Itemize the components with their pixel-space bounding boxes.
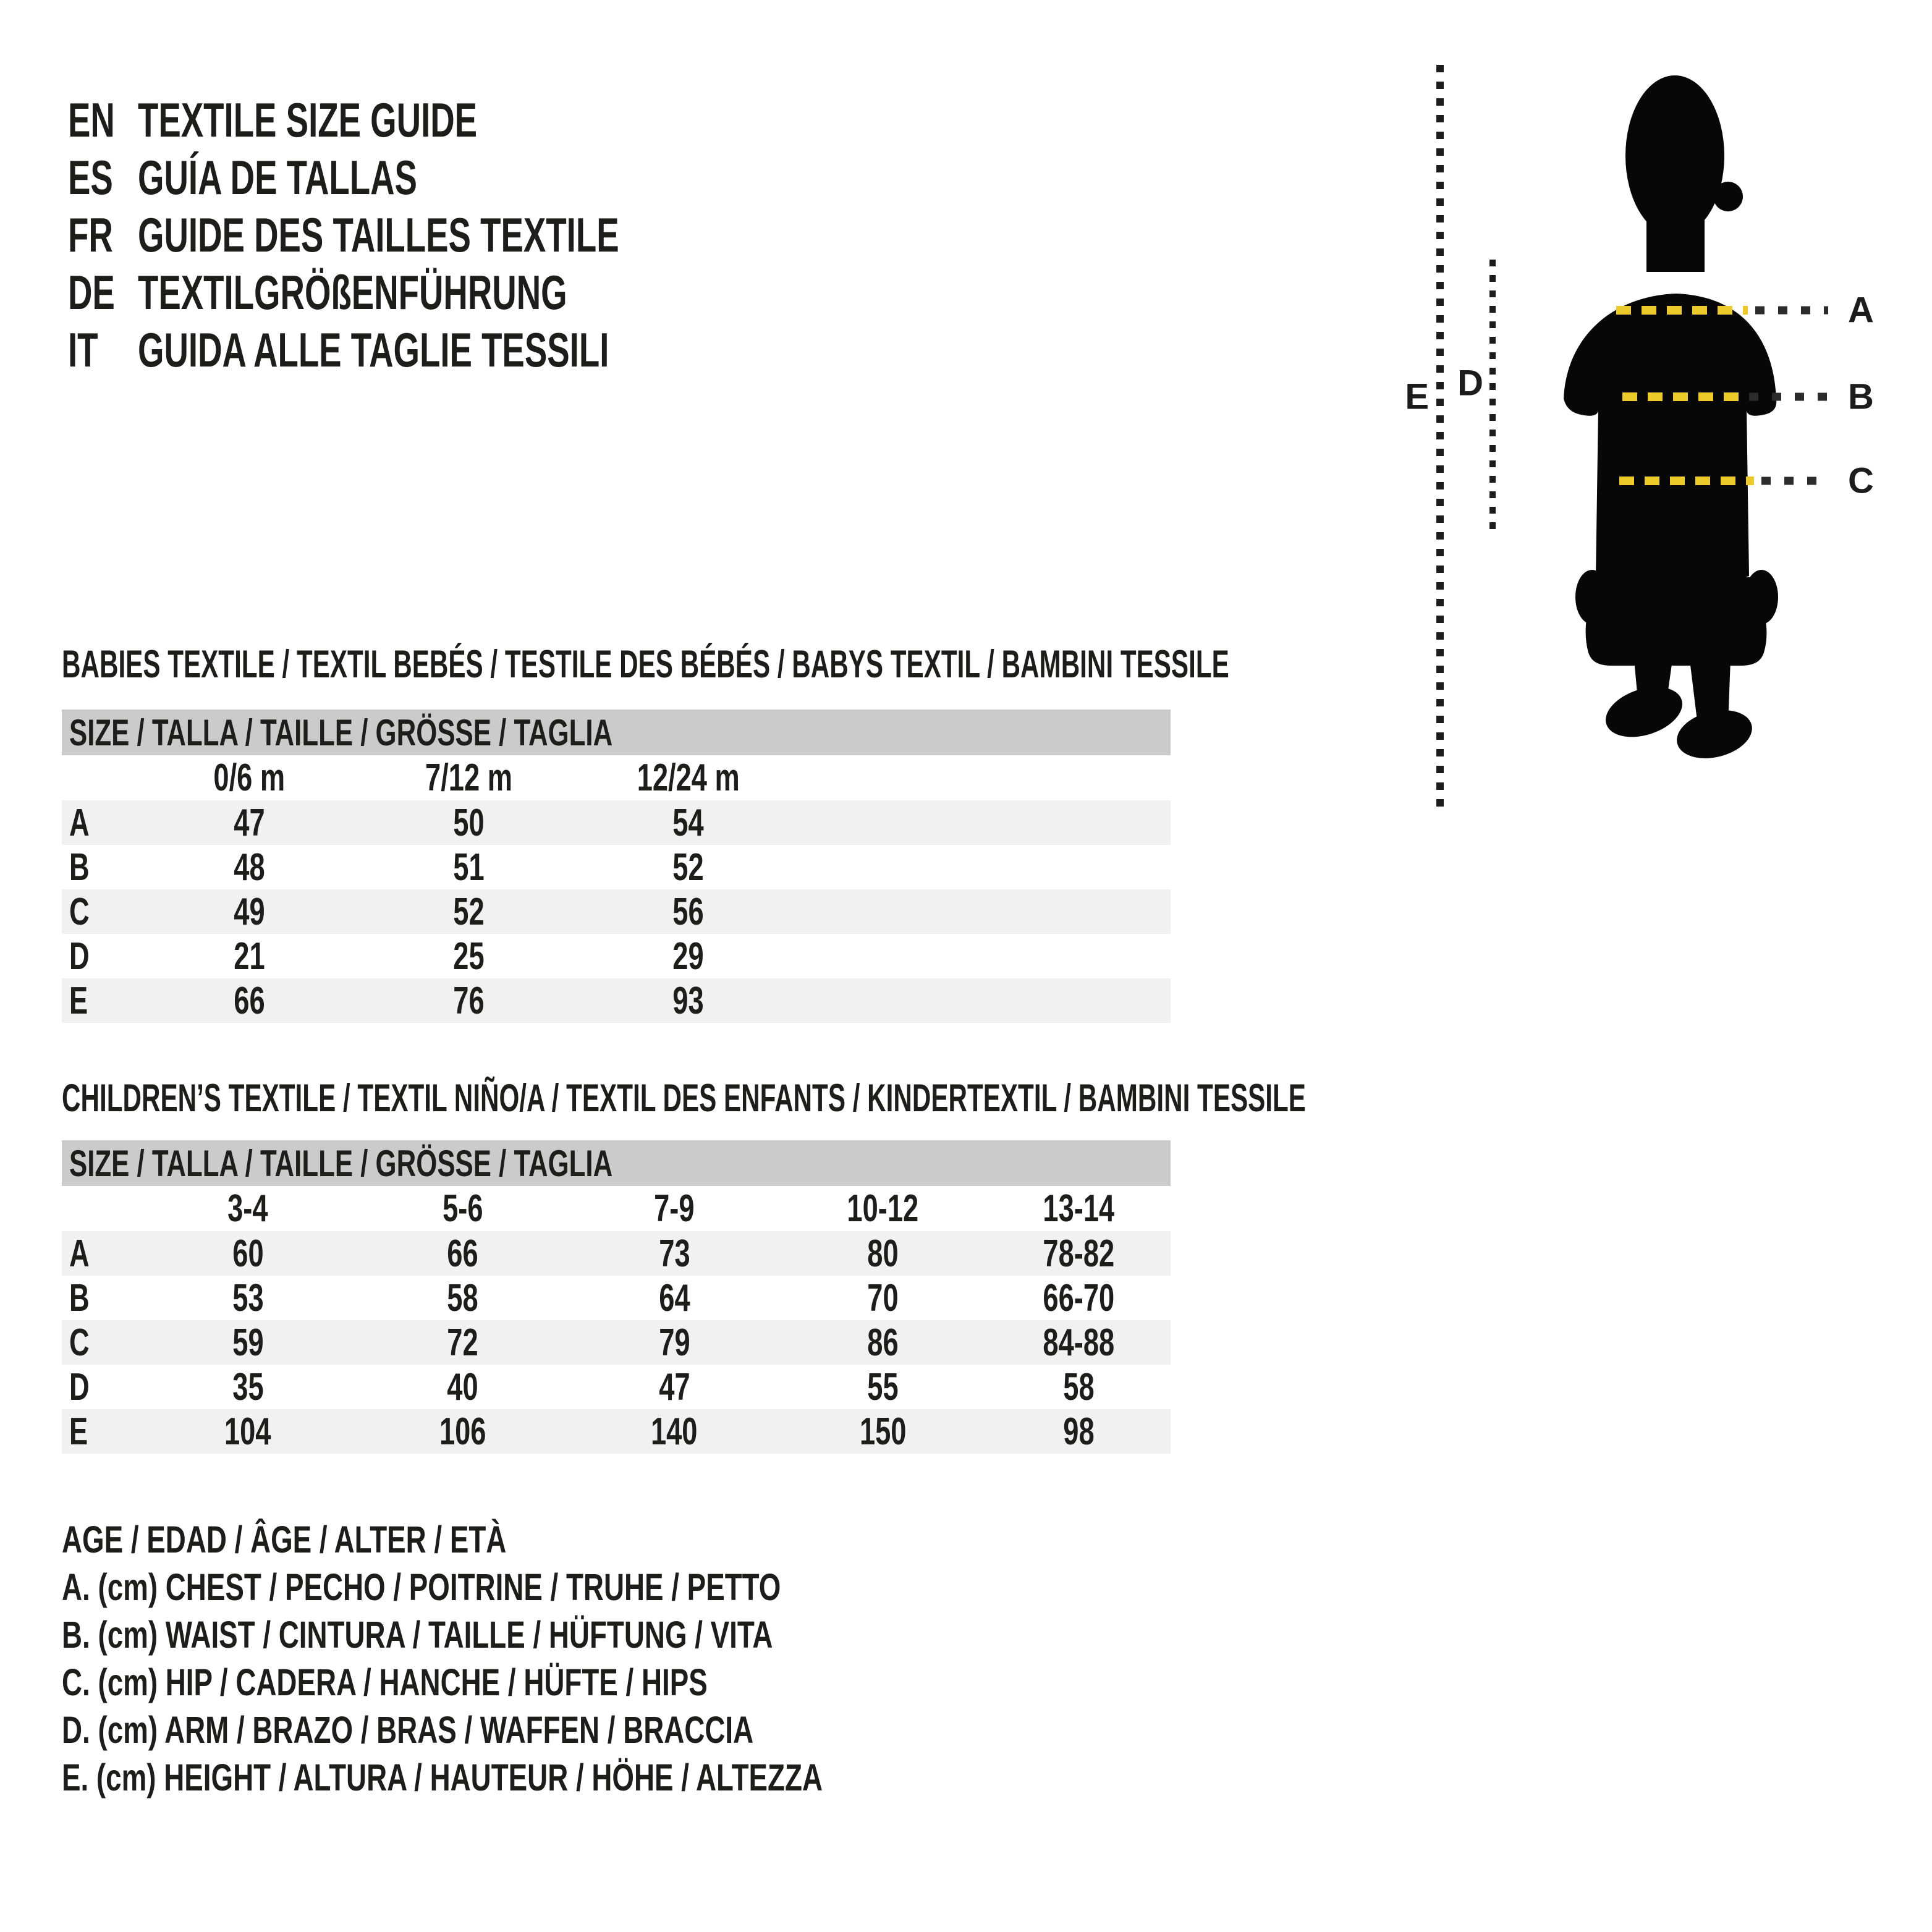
legend-line-arm: D. (cm) ARM / BRAZO / BRAS / WAFFEN / BRACCIA [62, 1708, 754, 1751]
cell-value: 49 [234, 890, 265, 933]
legend-line-height: E. (cm) HEIGHT / ALTURA / HAUTEUR / HÖHE / ALTEZZA [62, 1756, 823, 1799]
table-row [62, 934, 1171, 978]
row-label: D [69, 1365, 90, 1409]
ear-icon [1713, 182, 1743, 211]
cell-value: 25 [453, 934, 485, 978]
measure-label-a: A [1848, 290, 1874, 331]
row-label: C [69, 890, 90, 933]
cell-value: 72 [447, 1321, 478, 1364]
cell-value: 55 [867, 1365, 899, 1409]
cell-value: 58 [1062, 1365, 1095, 1409]
table-row [62, 845, 1171, 889]
shirt-shape [1564, 294, 1776, 588]
babies-column-header: 7/12 m [425, 756, 512, 799]
table-row [62, 1320, 1171, 1365]
legend-line-hip: C. (cm) HIP / CADERA / HANCHE / HÜFTE / HIPS [62, 1661, 708, 1703]
language-row-es [68, 149, 825, 206]
row-label: B [69, 845, 90, 889]
language-title: GUÍA DE TALLAS [138, 150, 417, 205]
cell-value: 84-88 [1043, 1321, 1114, 1364]
babies-column-header: 12/24 m [637, 756, 740, 799]
cell-value: 150 [859, 1410, 907, 1453]
table-row [62, 1276, 1171, 1320]
language-title: TEXTILE SIZE GUIDE [138, 93, 478, 147]
cell-value: 98 [1062, 1410, 1095, 1453]
cell-value: 56 [672, 890, 704, 933]
row-label: E [69, 979, 88, 1022]
language-code: FR [68, 208, 113, 262]
measurement-legend [62, 1515, 1076, 1801]
language-code: IT [68, 323, 98, 377]
children-column-header: 5-6 [442, 1187, 483, 1230]
cell-value: 47 [234, 801, 265, 844]
cell-value: 73 [658, 1232, 690, 1275]
cell-value: 58 [447, 1276, 478, 1320]
language-code: EN [68, 93, 115, 147]
children-size-table [62, 1140, 1171, 1454]
cell-value: 64 [658, 1276, 690, 1320]
cell-value: 52 [453, 890, 485, 933]
cell-value: 78-82 [1043, 1232, 1114, 1275]
children-column-header: 10-12 [847, 1187, 919, 1230]
cell-value: 79 [658, 1321, 690, 1364]
cell-value: 50 [453, 801, 485, 844]
cell-value: 70 [867, 1276, 899, 1320]
row-label: C [69, 1321, 90, 1364]
right-shoe-shape [1672, 703, 1757, 766]
cell-value: 35 [232, 1365, 264, 1409]
language-title: GUIDA ALLE TAGLIE TESSILI [138, 323, 609, 377]
row-label: A [69, 1232, 90, 1275]
right-hand-shape [1745, 570, 1778, 624]
language-row-en [68, 91, 825, 149]
cell-value: 104 [224, 1410, 271, 1453]
table-row [62, 1409, 1171, 1454]
measure-label-e: E [1405, 376, 1429, 417]
measure-label-d: D [1457, 363, 1483, 404]
cell-value: 21 [234, 934, 265, 978]
table-row [62, 1231, 1171, 1276]
children-column-header: 13-14 [1043, 1187, 1114, 1230]
cell-value: 80 [867, 1232, 899, 1275]
cell-value: 47 [658, 1365, 690, 1409]
babies-section-title: BABIES TEXTILE / TEXTIL BEBÉS / TESTILE DES BÉBÉS / BABYS TEXTIL / BAMBINI TESSILE [62, 643, 1229, 686]
row-label: B [69, 1276, 90, 1320]
children-size-header-bar: SIZE / TALLA / TAILLE / GRÖSSE / TAGLIA [62, 1140, 1171, 1186]
table-row [62, 1365, 1171, 1409]
table-row [62, 978, 1171, 1023]
cell-value: 93 [672, 979, 704, 1022]
cell-value: 66 [447, 1232, 478, 1275]
measure-label-c: C [1848, 460, 1874, 501]
cell-value: 53 [232, 1276, 264, 1320]
language-row-it [68, 321, 825, 379]
cell-value: 48 [234, 845, 265, 889]
cell-value: 106 [439, 1410, 486, 1453]
language-row-de [68, 264, 825, 321]
legend-line-age: AGE / EDAD / ÂGE / ALTER / ETÀ [62, 1518, 507, 1561]
cell-value: 59 [232, 1321, 264, 1364]
babies-column-header: 0/6 m [213, 756, 286, 799]
cell-value: 60 [232, 1232, 264, 1275]
legend-line-chest: A. (cm) CHEST / PECHO / POITRINE / TRUHE / PETTO [62, 1566, 781, 1608]
language-title: TEXTILGRÖßENFÜHRUNG [138, 265, 567, 320]
language-code: DE [68, 265, 115, 320]
cell-value: 66-70 [1043, 1276, 1114, 1320]
row-label: E [69, 1410, 88, 1453]
cell-value: 66 [234, 979, 265, 1022]
table-row [62, 800, 1171, 845]
babies-column-header-row [62, 755, 1171, 800]
left-hand-shape [1575, 570, 1609, 624]
child-measurement-figure [1360, 37, 1932, 820]
language-title-list [68, 91, 825, 379]
language-title: GUIDE DES TAILLES TEXTILE [138, 208, 619, 262]
babies-size-table [62, 710, 1171, 1023]
left-shoe-shape [1599, 678, 1689, 746]
children-section-title: CHILDREN’S TEXTILE / TEXTIL NIÑO/A / TEXTIL DES ENFANTS / KINDERTEXTIL / BAMBINI TESSILE [62, 1077, 1306, 1120]
row-label: A [69, 801, 90, 844]
cell-value: 140 [651, 1410, 698, 1453]
cell-value: 86 [867, 1321, 899, 1364]
children-column-header-row [62, 1186, 1171, 1231]
children-column-header: 7-9 [654, 1187, 695, 1230]
cell-value: 40 [447, 1365, 478, 1409]
table-row [62, 889, 1171, 934]
cell-value: 51 [453, 845, 485, 889]
cell-value: 54 [672, 801, 704, 844]
babies-size-header-bar: SIZE / TALLA / TAILLE / GRÖSSE / TAGLIA [62, 710, 1171, 755]
row-label: D [69, 934, 90, 978]
children-column-header: 3-4 [227, 1187, 268, 1230]
legend-line-waist: B. (cm) WAIST / CINTURA / TAILLE / HÜFTUNG / VITA [62, 1613, 773, 1656]
cell-value: 76 [453, 979, 485, 1022]
cell-value: 29 [672, 934, 704, 978]
measure-label-b: B [1848, 376, 1874, 417]
cell-value: 52 [672, 845, 704, 889]
language-row-fr [68, 206, 825, 264]
language-code: ES [68, 150, 113, 205]
